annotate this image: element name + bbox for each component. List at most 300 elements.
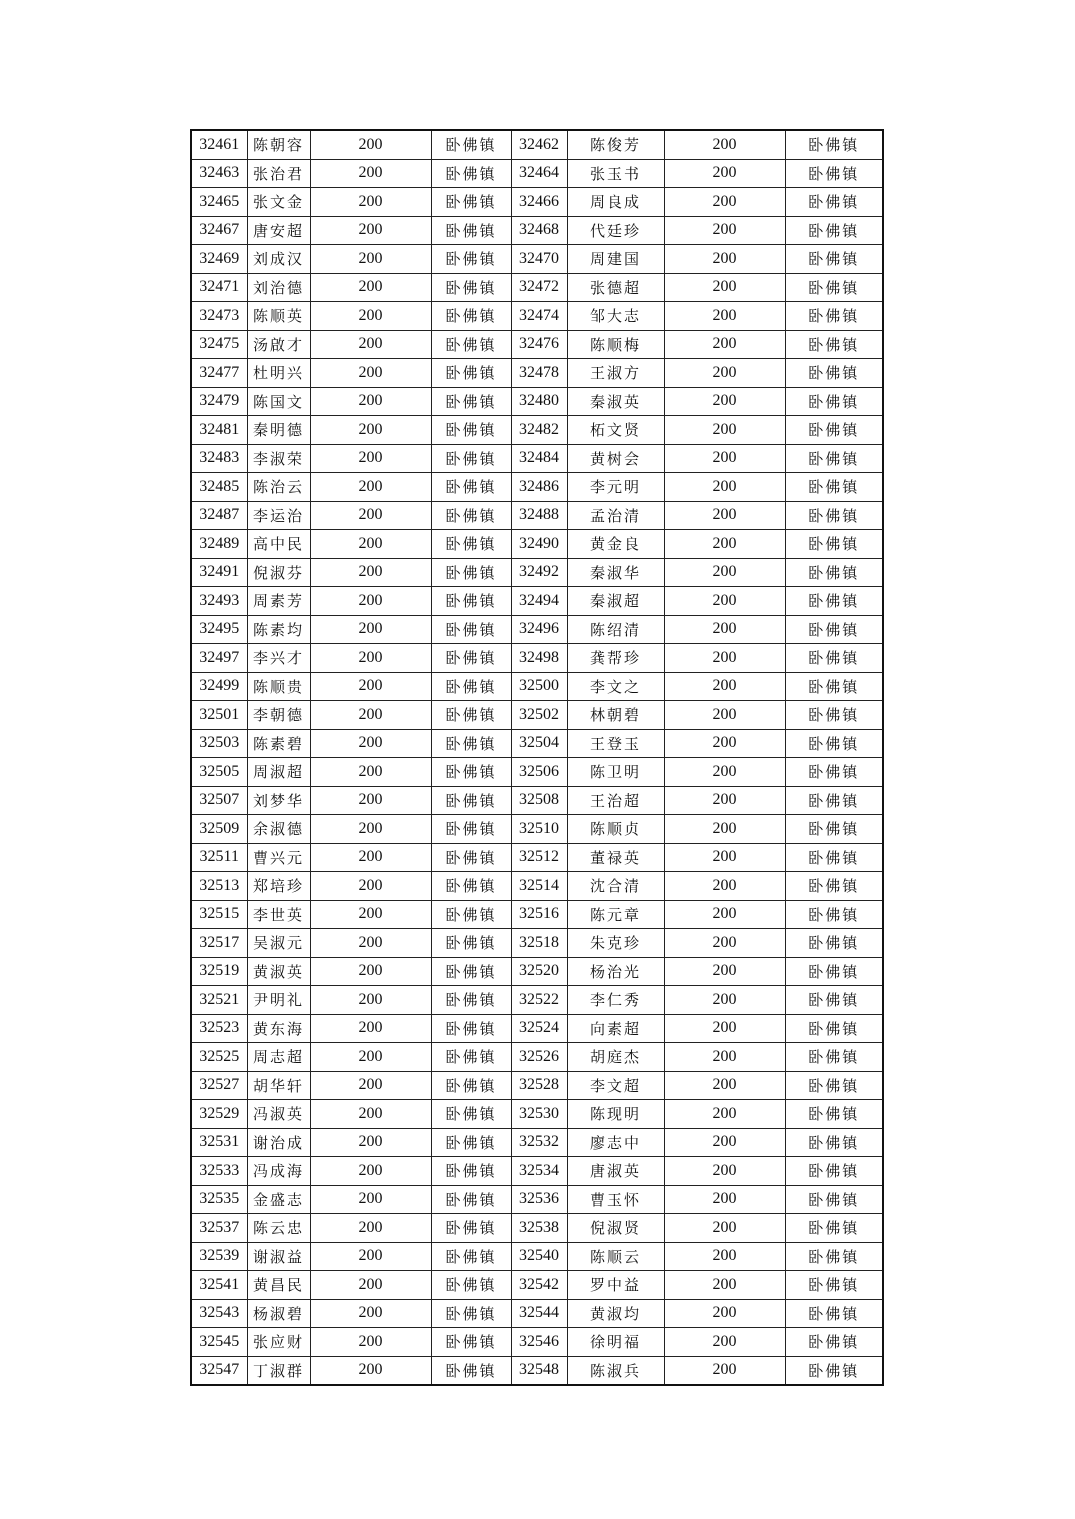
table-row [191,1071,883,1100]
cell-town-left: 卧佛镇 [431,530,511,559]
cell-name-right: 朱克珍 [567,929,664,958]
cell-town-right: 卧佛镇 [785,1271,883,1300]
cell-id-right: 32488 [511,501,567,530]
cell-id-left: 32539 [191,1242,247,1271]
cell-id-right: 32478 [511,359,567,388]
cell-name-left: 黄东海 [247,1014,310,1043]
cell-town-right: 卧佛镇 [785,701,883,730]
cell-amount-right: 200 [664,1356,785,1385]
cell-amount-right: 200 [664,558,785,587]
cell-town-left: 卧佛镇 [431,644,511,673]
cell-name-left: 张文金 [247,188,310,217]
cell-id-left: 32477 [191,359,247,388]
cell-town-left: 卧佛镇 [431,758,511,787]
cell-town-left: 卧佛镇 [431,245,511,274]
cell-amount-left: 200 [310,1242,431,1271]
cell-amount-right: 200 [664,273,785,302]
cell-name-left: 陈顺英 [247,302,310,331]
cell-id-right: 32548 [511,1356,567,1385]
cell-name-right: 黄淑均 [567,1299,664,1328]
cell-name-right: 秦淑超 [567,587,664,616]
cell-id-left: 32511 [191,843,247,872]
cell-amount-left: 200 [310,245,431,274]
table-row [191,501,883,530]
cell-amount-left: 200 [310,929,431,958]
cell-name-right: 曹玉怀 [567,1185,664,1214]
table-row [191,473,883,502]
table-row [191,188,883,217]
cell-amount-left: 200 [310,900,431,929]
cell-amount-left: 200 [310,130,431,159]
cell-amount-right: 200 [664,444,785,473]
cell-amount-right: 200 [664,216,785,245]
table-row [191,387,883,416]
cell-amount-left: 200 [310,558,431,587]
cell-id-right: 32484 [511,444,567,473]
cell-name-left: 李世英 [247,900,310,929]
cell-id-left: 32461 [191,130,247,159]
cell-amount-right: 200 [664,1043,785,1072]
cell-id-left: 32489 [191,530,247,559]
cell-town-left: 卧佛镇 [431,359,511,388]
cell-name-right: 陈淑兵 [567,1356,664,1385]
cell-amount-left: 200 [310,273,431,302]
cell-id-right: 32514 [511,872,567,901]
cell-town-right: 卧佛镇 [785,473,883,502]
cell-amount-right: 200 [664,1271,785,1300]
cell-town-right: 卧佛镇 [785,387,883,416]
cell-town-left: 卧佛镇 [431,929,511,958]
cell-id-left: 32463 [191,159,247,188]
cell-id-left: 32519 [191,957,247,986]
cell-town-right: 卧佛镇 [785,1356,883,1385]
cell-name-left: 杨淑碧 [247,1299,310,1328]
table-row [191,1100,883,1129]
cell-town-right: 卧佛镇 [785,843,883,872]
cell-town-left: 卧佛镇 [431,130,511,159]
cell-town-left: 卧佛镇 [431,1328,511,1357]
cell-town-right: 卧佛镇 [785,758,883,787]
cell-id-right: 32474 [511,302,567,331]
cell-amount-right: 200 [664,1128,785,1157]
cell-town-left: 卧佛镇 [431,473,511,502]
cell-amount-left: 200 [310,1328,431,1357]
table-row [191,558,883,587]
table-row [191,815,883,844]
cell-id-right: 32480 [511,387,567,416]
cell-amount-right: 200 [664,644,785,673]
cell-name-left: 李运治 [247,501,310,530]
cell-amount-left: 200 [310,672,431,701]
cell-name-right: 柘文贤 [567,416,664,445]
cell-town-left: 卧佛镇 [431,387,511,416]
cell-id-left: 32481 [191,416,247,445]
cell-name-right: 陈元章 [567,900,664,929]
cell-name-right: 王登玉 [567,729,664,758]
cell-name-left: 刘梦华 [247,786,310,815]
cell-town-left: 卧佛镇 [431,1071,511,1100]
cell-id-right: 32518 [511,929,567,958]
cell-town-left: 卧佛镇 [431,587,511,616]
cell-amount-left: 200 [310,530,431,559]
cell-name-right: 秦淑华 [567,558,664,587]
cell-name-left: 陈顺贵 [247,672,310,701]
cell-amount-left: 200 [310,188,431,217]
cell-id-left: 32501 [191,701,247,730]
cell-name-left: 陈素均 [247,615,310,644]
table-row [191,530,883,559]
cell-name-right: 陈顺贞 [567,815,664,844]
cell-id-left: 32497 [191,644,247,673]
cell-name-right: 张德超 [567,273,664,302]
cell-id-left: 32527 [191,1071,247,1100]
cell-id-left: 32475 [191,330,247,359]
cell-name-left: 陈治云 [247,473,310,502]
cell-name-right: 沈合清 [567,872,664,901]
table-row [191,758,883,787]
cell-amount-right: 200 [664,872,785,901]
cell-id-left: 32503 [191,729,247,758]
cell-town-left: 卧佛镇 [431,615,511,644]
cell-town-left: 卧佛镇 [431,302,511,331]
cell-id-right: 32496 [511,615,567,644]
cell-name-left: 陈国文 [247,387,310,416]
table-row [191,1014,883,1043]
cell-id-left: 32491 [191,558,247,587]
table-row [191,216,883,245]
cell-amount-right: 200 [664,1242,785,1271]
cell-name-right: 陈绍清 [567,615,664,644]
cell-name-left: 高中民 [247,530,310,559]
cell-town-right: 卧佛镇 [785,929,883,958]
cell-town-right: 卧佛镇 [785,672,883,701]
cell-town-right: 卧佛镇 [785,986,883,1015]
table-row [191,1356,883,1385]
cell-amount-right: 200 [664,302,785,331]
cell-amount-left: 200 [310,729,431,758]
cell-name-left: 谢淑益 [247,1242,310,1271]
cell-id-left: 32525 [191,1043,247,1072]
cell-id-left: 32545 [191,1328,247,1357]
cell-amount-left: 200 [310,1214,431,1243]
cell-name-right: 孟治清 [567,501,664,530]
cell-amount-right: 200 [664,1185,785,1214]
table-row [191,843,883,872]
cell-amount-right: 200 [664,1100,785,1129]
cell-id-right: 32534 [511,1157,567,1186]
cell-id-left: 32513 [191,872,247,901]
cell-id-left: 32505 [191,758,247,787]
cell-id-left: 32483 [191,444,247,473]
cell-amount-left: 200 [310,359,431,388]
cell-amount-left: 200 [310,758,431,787]
cell-name-right: 邹大志 [567,302,664,331]
cell-name-left: 丁淑群 [247,1356,310,1385]
cell-id-right: 32542 [511,1271,567,1300]
cell-id-right: 32468 [511,216,567,245]
table-row [191,245,883,274]
cell-id-right: 32462 [511,130,567,159]
cell-amount-right: 200 [664,986,785,1015]
table-row [191,1128,883,1157]
cell-amount-left: 200 [310,1128,431,1157]
cell-name-right: 廖志中 [567,1128,664,1157]
cell-name-right: 陈顺云 [567,1242,664,1271]
cell-town-right: 卧佛镇 [785,359,883,388]
cell-id-left: 32529 [191,1100,247,1129]
cell-town-right: 卧佛镇 [785,530,883,559]
cell-id-right: 32498 [511,644,567,673]
cell-town-left: 卧佛镇 [431,188,511,217]
table-row [191,929,883,958]
cell-name-left: 唐安超 [247,216,310,245]
cell-name-left: 周淑超 [247,758,310,787]
table-row [191,786,883,815]
cell-id-left: 32541 [191,1271,247,1300]
cell-id-right: 32524 [511,1014,567,1043]
cell-amount-right: 200 [664,188,785,217]
cell-town-right: 卧佛镇 [785,273,883,302]
cell-id-right: 32506 [511,758,567,787]
cell-name-left: 黄淑英 [247,957,310,986]
cell-name-left: 胡华轩 [247,1071,310,1100]
cell-id-left: 32523 [191,1014,247,1043]
cell-id-left: 32467 [191,216,247,245]
cell-amount-right: 200 [664,758,785,787]
cell-id-left: 32521 [191,986,247,1015]
cell-id-right: 32502 [511,701,567,730]
cell-town-right: 卧佛镇 [785,900,883,929]
cell-name-right: 罗中益 [567,1271,664,1300]
cell-town-left: 卧佛镇 [431,872,511,901]
cell-amount-right: 200 [664,815,785,844]
cell-town-right: 卧佛镇 [785,1185,883,1214]
cell-town-right: 卧佛镇 [785,558,883,587]
cell-id-right: 32510 [511,815,567,844]
cell-name-right: 黄树会 [567,444,664,473]
cell-town-left: 卧佛镇 [431,1242,511,1271]
table-row [191,1271,883,1300]
cell-amount-left: 200 [310,1014,431,1043]
table-row [191,1214,883,1243]
cell-amount-left: 200 [310,473,431,502]
cell-id-right: 32528 [511,1071,567,1100]
cell-town-left: 卧佛镇 [431,558,511,587]
cell-amount-left: 200 [310,786,431,815]
cell-name-right: 向素超 [567,1014,664,1043]
cell-town-right: 卧佛镇 [785,815,883,844]
cell-town-right: 卧佛镇 [785,444,883,473]
cell-id-right: 32490 [511,530,567,559]
cell-amount-left: 200 [310,1100,431,1129]
cell-id-right: 32470 [511,245,567,274]
cell-town-right: 卧佛镇 [785,245,883,274]
cell-amount-right: 200 [664,416,785,445]
cell-town-left: 卧佛镇 [431,815,511,844]
cell-amount-right: 200 [664,330,785,359]
cell-town-right: 卧佛镇 [785,872,883,901]
table-row [191,330,883,359]
cell-name-left: 陈朝容 [247,130,310,159]
cell-id-right: 32482 [511,416,567,445]
cell-amount-right: 200 [664,501,785,530]
cell-id-right: 32476 [511,330,567,359]
cell-id-left: 32515 [191,900,247,929]
cell-name-left: 秦明德 [247,416,310,445]
cell-id-right: 32504 [511,729,567,758]
cell-name-right: 黄金良 [567,530,664,559]
cell-id-right: 32464 [511,159,567,188]
cell-id-left: 32485 [191,473,247,502]
cell-town-right: 卧佛镇 [785,1157,883,1186]
cell-town-left: 卧佛镇 [431,1043,511,1072]
cell-amount-right: 200 [664,843,785,872]
cell-name-right: 林朝碧 [567,701,664,730]
cell-id-left: 32487 [191,501,247,530]
cell-name-left: 杜明兴 [247,359,310,388]
cell-town-left: 卧佛镇 [431,786,511,815]
cell-name-left: 刘治德 [247,273,310,302]
cell-id-left: 32465 [191,188,247,217]
cell-amount-left: 200 [310,986,431,1015]
cell-name-right: 李元明 [567,473,664,502]
cell-town-left: 卧佛镇 [431,216,511,245]
cell-name-left: 张应财 [247,1328,310,1357]
cell-amount-left: 200 [310,1071,431,1100]
cell-amount-right: 200 [664,1014,785,1043]
cell-name-right: 张玉书 [567,159,664,188]
cell-town-left: 卧佛镇 [431,330,511,359]
cell-id-right: 32486 [511,473,567,502]
cell-town-right: 卧佛镇 [785,644,883,673]
cell-name-right: 胡庭杰 [567,1043,664,1072]
cell-amount-right: 200 [664,473,785,502]
cell-amount-right: 200 [664,1157,785,1186]
table-row [191,957,883,986]
cell-amount-left: 200 [310,701,431,730]
cell-id-left: 32471 [191,273,247,302]
cell-town-right: 卧佛镇 [785,1328,883,1357]
cell-name-left: 郑培珍 [247,872,310,901]
cell-town-right: 卧佛镇 [785,587,883,616]
table-row [191,587,883,616]
cell-name-left: 陈云忠 [247,1214,310,1243]
cell-id-right: 32472 [511,273,567,302]
cell-id-right: 32546 [511,1328,567,1357]
table-row [191,729,883,758]
cell-town-left: 卧佛镇 [431,416,511,445]
cell-id-left: 32495 [191,615,247,644]
table-row [191,615,883,644]
cell-town-left: 卧佛镇 [431,159,511,188]
cell-id-right: 32500 [511,672,567,701]
cell-amount-left: 200 [310,843,431,872]
cell-town-right: 卧佛镇 [785,615,883,644]
table-row [191,900,883,929]
cell-id-left: 32509 [191,815,247,844]
cell-amount-left: 200 [310,159,431,188]
cell-name-right: 唐淑英 [567,1157,664,1186]
cell-id-left: 32537 [191,1214,247,1243]
cell-town-left: 卧佛镇 [431,1271,511,1300]
cell-id-right: 32516 [511,900,567,929]
cell-town-right: 卧佛镇 [785,1071,883,1100]
cell-town-right: 卧佛镇 [785,302,883,331]
cell-amount-right: 200 [664,672,785,701]
cell-town-right: 卧佛镇 [785,159,883,188]
cell-amount-right: 200 [664,701,785,730]
table-row [191,444,883,473]
cell-amount-left: 200 [310,216,431,245]
cell-name-right: 周建国 [567,245,664,274]
cell-name-right: 徐明福 [567,1328,664,1357]
cell-id-right: 32540 [511,1242,567,1271]
cell-town-left: 卧佛镇 [431,444,511,473]
cell-town-left: 卧佛镇 [431,900,511,929]
cell-id-left: 32499 [191,672,247,701]
table-row [191,159,883,188]
cell-name-left: 李兴才 [247,644,310,673]
cell-town-right: 卧佛镇 [785,501,883,530]
cell-name-left: 金盛志 [247,1185,310,1214]
cell-town-right: 卧佛镇 [785,1100,883,1129]
cell-town-left: 卧佛镇 [431,1299,511,1328]
cell-amount-left: 200 [310,815,431,844]
cell-town-right: 卧佛镇 [785,416,883,445]
cell-name-left: 冯成海 [247,1157,310,1186]
cell-town-left: 卧佛镇 [431,729,511,758]
cell-id-right: 32492 [511,558,567,587]
cell-amount-left: 200 [310,872,431,901]
cell-id-left: 32517 [191,929,247,958]
cell-name-right: 倪淑贤 [567,1214,664,1243]
cell-town-left: 卧佛镇 [431,273,511,302]
cell-amount-left: 200 [310,957,431,986]
table-row [191,1157,883,1186]
cell-amount-right: 200 [664,615,785,644]
cell-amount-right: 200 [664,245,785,274]
cell-name-right: 龚帮珍 [567,644,664,673]
cell-name-left: 张治君 [247,159,310,188]
cell-amount-right: 200 [664,1299,785,1328]
cell-town-right: 卧佛镇 [785,957,883,986]
cell-id-left: 32473 [191,302,247,331]
cell-name-left: 尹明礼 [247,986,310,1015]
cell-id-left: 32547 [191,1356,247,1385]
cell-id-right: 32544 [511,1299,567,1328]
cell-town-left: 卧佛镇 [431,701,511,730]
cell-town-right: 卧佛镇 [785,1299,883,1328]
cell-name-left: 李朝德 [247,701,310,730]
roster-body [191,130,883,1385]
cell-id-right: 32494 [511,587,567,616]
table-row [191,130,883,159]
cell-amount-left: 200 [310,1299,431,1328]
cell-amount-right: 200 [664,130,785,159]
cell-id-right: 32508 [511,786,567,815]
cell-amount-left: 200 [310,644,431,673]
table-row [191,644,883,673]
cell-town-left: 卧佛镇 [431,1214,511,1243]
table-row [191,701,883,730]
cell-name-left: 曹兴元 [247,843,310,872]
cell-name-left: 冯淑英 [247,1100,310,1129]
cell-amount-right: 200 [664,1214,785,1243]
cell-town-left: 卧佛镇 [431,1014,511,1043]
cell-id-right: 32536 [511,1185,567,1214]
cell-id-right: 32530 [511,1100,567,1129]
cell-name-left: 吴淑元 [247,929,310,958]
